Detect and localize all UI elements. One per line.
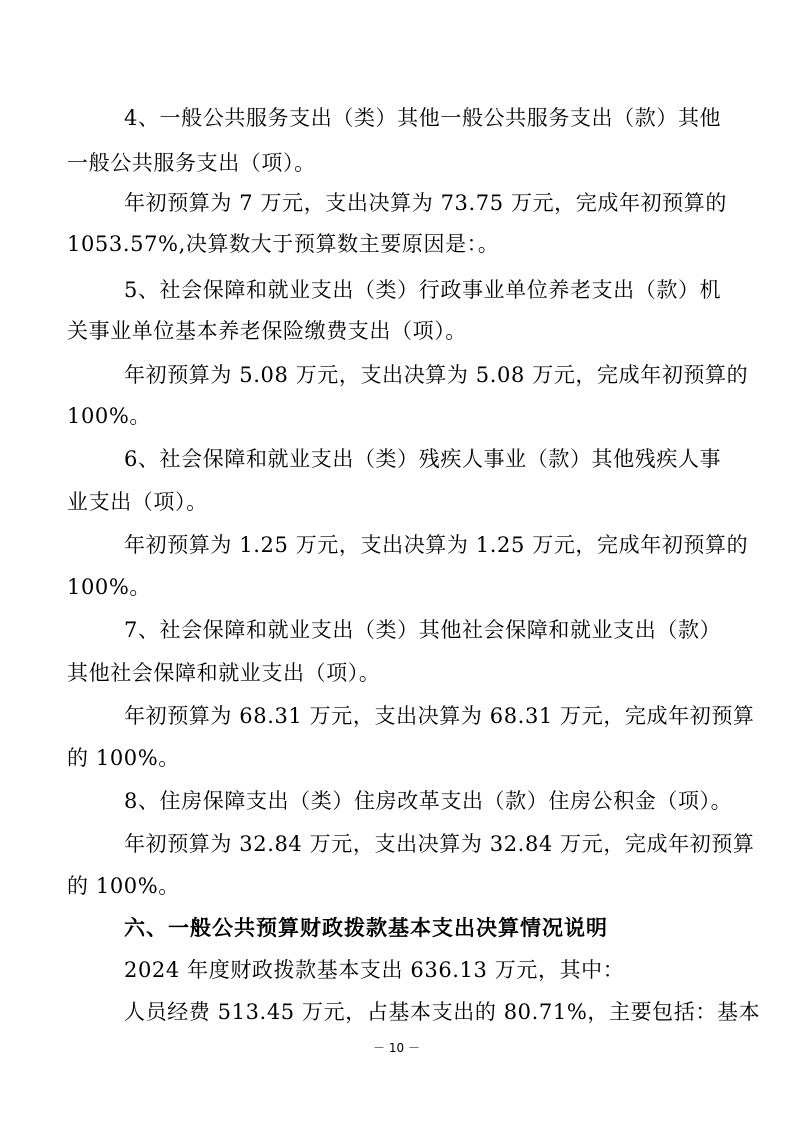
paragraph-line: 4、一般公共服务支出（类）其他一般公共服务支出（款）其他 [124,106,722,130]
paragraph-line: 年初预算为 1.25 万元，支出决算为 1.25 万元，完成年初预算的 [124,533,749,557]
paragraph-line: 100%。 [67,575,152,599]
paragraph-line: 人员经费 513.45 万元，占基本支出的 80.71%，主要包括：基本 [124,1000,761,1024]
paragraph-line: 关事业单位基本养老保险缴费支出（项）。 [67,319,467,343]
paragraph-line: 年初预算为 32.84 万元，支出决算为 32.84 万元，完成年初预算 [124,832,755,856]
paragraph-line: 年初预算为 7 万元，支出决算为 73.75 万元，完成年初预算的 [124,191,727,215]
paragraph-line: 5、社会保障和就业支出（类）行政事业单位养老支出（款）机 [124,278,722,302]
paragraph-line: 7、社会保障和就业支出（类）其他社会保障和就业支出（款） [124,618,722,642]
paragraph-line: 年初预算为 68.31 万元，支出决算为 68.31 万元，完成年初预算 [124,704,755,728]
page-number: － 10 － [373,1041,420,1055]
paragraph-line: 年初预算为 5.08 万元，支出决算为 5.08 万元，完成年初预算的 [124,363,749,387]
section-heading: 六、一般公共预算财政拨款基本支出决算情况说明 [124,916,608,940]
paragraph-line: 的 100%。 [67,746,180,770]
paragraph-line: 8、住房保障支出（类）住房改革支出（款）住房公积金（项）。 [124,789,733,813]
paragraph-line: 的 100%。 [67,874,180,898]
paragraph-line: 100%。 [67,404,152,428]
paragraph-line: 业支出（项）。 [67,490,208,514]
paragraph-line: 其他社会保障和就业支出（项）。 [67,661,381,685]
paragraph-line: 2024 年度财政拨款基本支出 636.13 万元，其中： [124,958,625,982]
paragraph-line: 1053.57%,决算数大于预算数主要原因是：。 [67,232,500,256]
paragraph-line: 一般公共服务支出（项）。 [67,151,316,175]
paragraph-line: 6、社会保障和就业支出（类）残疾人事业（款）其他残疾人事 [124,447,722,471]
